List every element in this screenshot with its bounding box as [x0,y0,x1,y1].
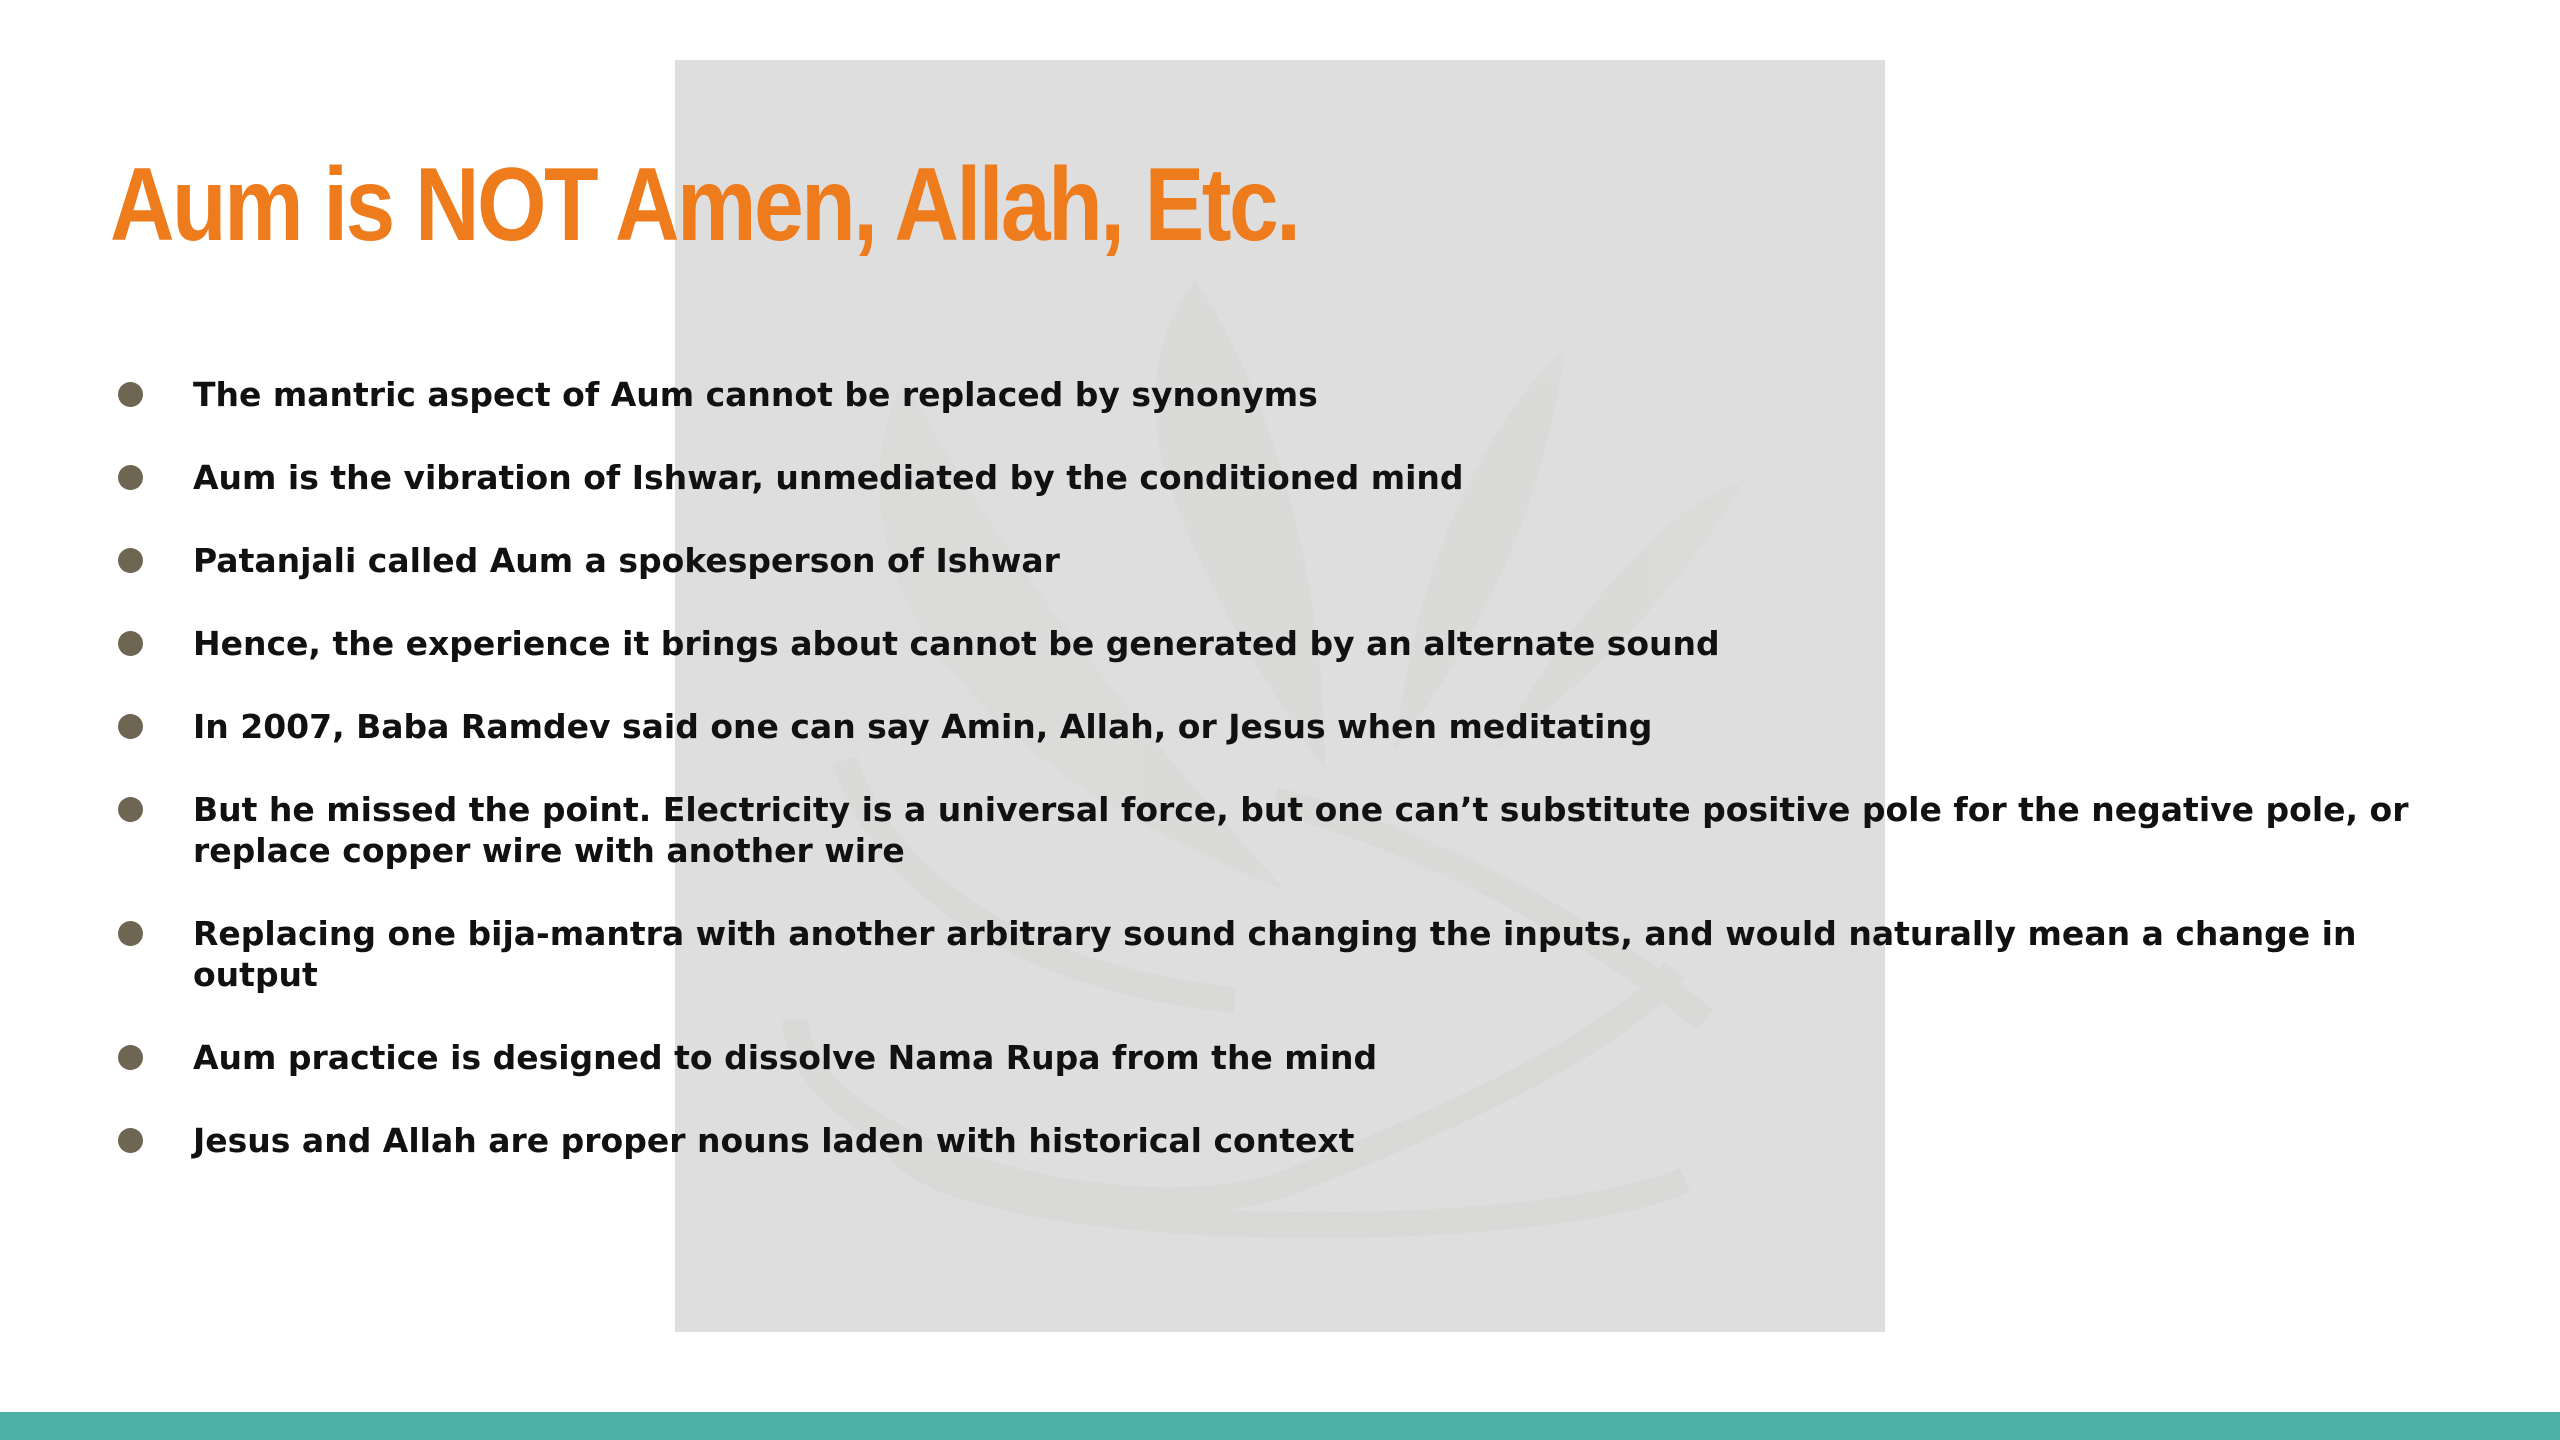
bullet-icon [118,1045,143,1070]
footer-accent-bar [0,1412,2560,1440]
bullet-text: But he missed the point. Electricity is a universal force, but one can’t substitute positive pole for the negative pole, or replace copper wire with another wire [193,790,2409,870]
bullet-icon [118,631,143,656]
bullet-text: In 2007, Baba Ramdev said one can say Amin, Allah, or Jesus when meditating [193,707,1653,746]
bullet-item-1 [114,374,2444,415]
bullet-icon [118,797,143,822]
bullet-icon [118,382,143,407]
bullet-text: The mantric aspect of Aum cannot be replaced by synonyms [193,375,1318,414]
bullet-item-6 [114,789,2444,871]
bullet-list [114,374,2444,1203]
bullet-item-9 [114,1120,2444,1161]
slide-title: Aum is NOT Amen, Allah, Etc. [110,147,1299,263]
bullet-icon [118,714,143,739]
bullet-icon [118,921,143,946]
bullet-item-4 [114,623,2444,664]
bullet-text: Replacing one bija-mantra with another arbitrary sound changing the inputs, and would naturally mean a change in output [193,914,2357,994]
bullet-text: Patanjali called Aum a spokesperson of Ishwar [193,541,1060,580]
bullet-text: Jesus and Allah are proper nouns laden with historical context [193,1121,1355,1160]
bullet-item-3 [114,540,2444,581]
bullet-item-8 [114,1037,2444,1078]
bullet-item-5 [114,706,2444,747]
bullet-icon [118,465,143,490]
bullet-text: Aum is the vibration of Ishwar, unmediated by the conditioned mind [193,458,1464,497]
bullet-text: Aum practice is designed to dissolve Nama Rupa from the mind [193,1038,1378,1077]
bullet-icon [118,548,143,573]
bullet-icon [118,1128,143,1153]
bullet-item-2 [114,457,2444,498]
bullet-item-7 [114,913,2444,995]
bullet-text: Hence, the experience it brings about cannot be generated by an alternate sound [193,624,1720,663]
